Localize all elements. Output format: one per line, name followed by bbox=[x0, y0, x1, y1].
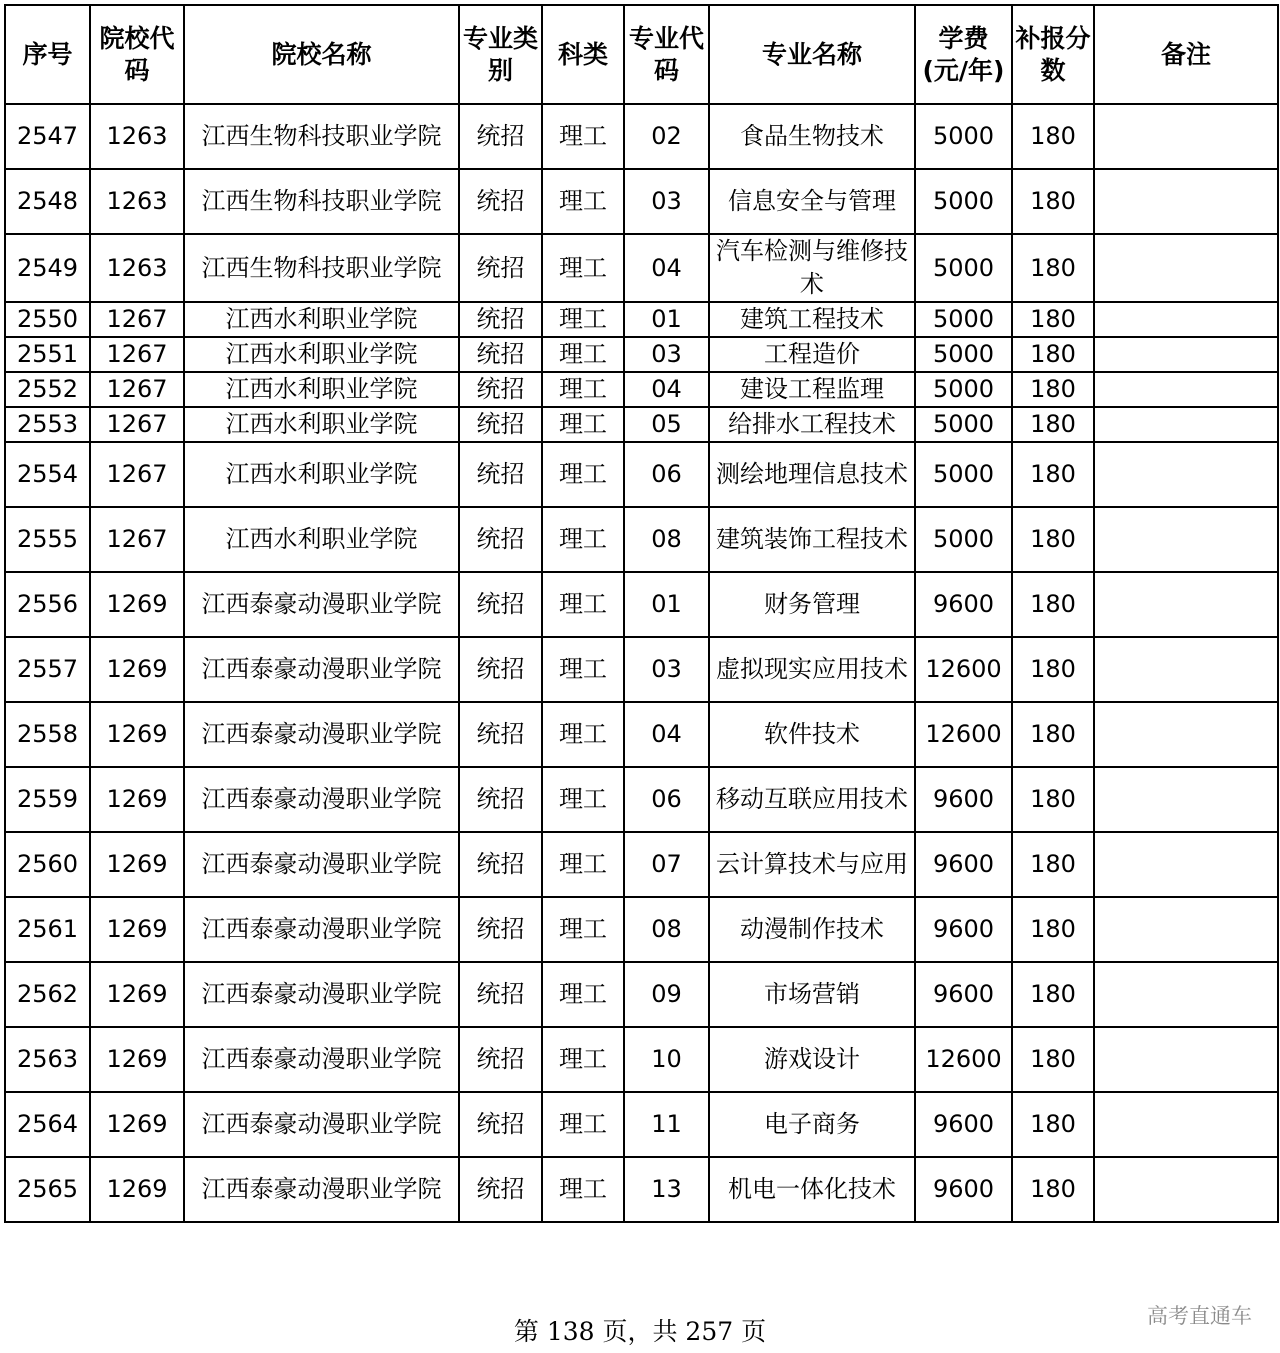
cell-cat: 统招 bbox=[459, 702, 542, 767]
cell-code: 1267 bbox=[90, 407, 184, 442]
cell-subj: 理工 bbox=[542, 234, 624, 302]
table-row bbox=[5, 104, 1278, 169]
cell-mcode: 04 bbox=[624, 234, 709, 302]
cell-cat: 统招 bbox=[459, 302, 542, 337]
table-row bbox=[5, 507, 1278, 572]
cell-fee: 5000 bbox=[915, 169, 1012, 234]
table-row bbox=[5, 1157, 1278, 1222]
cell-subj: 理工 bbox=[542, 637, 624, 702]
cell-fee: 9600 bbox=[915, 832, 1012, 897]
cell-school: 江西泰豪动漫职业学院 bbox=[184, 1027, 459, 1092]
cell-score: 180 bbox=[1012, 572, 1094, 637]
column-header: 补报分数 bbox=[1012, 5, 1094, 104]
cell-note bbox=[1094, 104, 1278, 169]
cell-note bbox=[1094, 702, 1278, 767]
cell-fee: 5000 bbox=[915, 442, 1012, 507]
cell-code: 1269 bbox=[90, 637, 184, 702]
table-row bbox=[5, 572, 1278, 637]
cell-major: 汽车检测与维修技术 bbox=[709, 234, 915, 302]
cell-score: 180 bbox=[1012, 234, 1094, 302]
cell-cat: 统招 bbox=[459, 234, 542, 302]
cell-school: 江西水利职业学院 bbox=[184, 372, 459, 407]
column-header: 院校代码 bbox=[90, 5, 184, 104]
cell-mcode: 01 bbox=[624, 302, 709, 337]
cell-major: 虚拟现实应用技术 bbox=[709, 637, 915, 702]
cell-major: 云计算技术与应用 bbox=[709, 832, 915, 897]
column-header: 科类 bbox=[542, 5, 624, 104]
cell-school: 江西泰豪动漫职业学院 bbox=[184, 572, 459, 637]
cell-major: 软件技术 bbox=[709, 702, 915, 767]
cell-code: 1267 bbox=[90, 337, 184, 372]
cell-score: 180 bbox=[1012, 169, 1094, 234]
cell-fee: 9600 bbox=[915, 962, 1012, 1027]
cell-score: 180 bbox=[1012, 702, 1094, 767]
cell-major: 建设工程监理 bbox=[709, 372, 915, 407]
cell-subj: 理工 bbox=[542, 1157, 624, 1222]
cell-seq: 2565 bbox=[5, 1157, 90, 1222]
cell-fee: 9600 bbox=[915, 767, 1012, 832]
cell-note bbox=[1094, 1092, 1278, 1157]
cell-cat: 统招 bbox=[459, 897, 542, 962]
cell-major: 市场营销 bbox=[709, 962, 915, 1027]
cell-major: 工程造价 bbox=[709, 337, 915, 372]
cell-mcode: 13 bbox=[624, 1157, 709, 1222]
cell-mcode: 09 bbox=[624, 962, 709, 1027]
cell-code: 1269 bbox=[90, 702, 184, 767]
cell-score: 180 bbox=[1012, 1092, 1094, 1157]
cell-note bbox=[1094, 234, 1278, 302]
table-row bbox=[5, 169, 1278, 234]
table-row bbox=[5, 832, 1278, 897]
cell-note bbox=[1094, 1157, 1278, 1222]
cell-school: 江西泰豪动漫职业学院 bbox=[184, 962, 459, 1027]
cell-score: 180 bbox=[1012, 442, 1094, 507]
table-row bbox=[5, 962, 1278, 1027]
table-row bbox=[5, 302, 1278, 337]
cell-code: 1269 bbox=[90, 572, 184, 637]
cell-seq: 2560 bbox=[5, 832, 90, 897]
cell-mcode: 03 bbox=[624, 169, 709, 234]
cell-mcode: 02 bbox=[624, 104, 709, 169]
cell-school: 江西水利职业学院 bbox=[184, 337, 459, 372]
cell-fee: 5000 bbox=[915, 104, 1012, 169]
cell-fee: 9600 bbox=[915, 897, 1012, 962]
cell-seq: 2550 bbox=[5, 302, 90, 337]
column-header: 序号 bbox=[5, 5, 90, 104]
cell-fee: 5000 bbox=[915, 507, 1012, 572]
cell-cat: 统招 bbox=[459, 832, 542, 897]
table-row bbox=[5, 442, 1278, 507]
cell-code: 1267 bbox=[90, 442, 184, 507]
cell-subj: 理工 bbox=[542, 169, 624, 234]
column-header: 专业类别 bbox=[459, 5, 542, 104]
cell-subj: 理工 bbox=[542, 832, 624, 897]
cell-cat: 统招 bbox=[459, 407, 542, 442]
cell-note bbox=[1094, 1027, 1278, 1092]
cell-score: 180 bbox=[1012, 302, 1094, 337]
cell-subj: 理工 bbox=[542, 767, 624, 832]
column-header: 学费(元/年) bbox=[915, 5, 1012, 104]
column-header: 院校名称 bbox=[184, 5, 459, 104]
cell-mcode: 05 bbox=[624, 407, 709, 442]
cell-score: 180 bbox=[1012, 897, 1094, 962]
cell-note bbox=[1094, 962, 1278, 1027]
cell-major: 信息安全与管理 bbox=[709, 169, 915, 234]
cell-mcode: 10 bbox=[624, 1027, 709, 1092]
cell-seq: 2562 bbox=[5, 962, 90, 1027]
cell-score: 180 bbox=[1012, 507, 1094, 572]
cell-seq: 2557 bbox=[5, 637, 90, 702]
page-footer: 第 138 页，共 257 页 bbox=[513, 1317, 767, 1346]
cell-code: 1267 bbox=[90, 302, 184, 337]
cell-subj: 理工 bbox=[542, 1027, 624, 1092]
cell-note bbox=[1094, 407, 1278, 442]
cell-mcode: 03 bbox=[624, 337, 709, 372]
cell-school: 江西泰豪动漫职业学院 bbox=[184, 637, 459, 702]
table-row bbox=[5, 637, 1278, 702]
cell-score: 180 bbox=[1012, 962, 1094, 1027]
cell-major: 建筑装饰工程技术 bbox=[709, 507, 915, 572]
cell-cat: 统招 bbox=[459, 637, 542, 702]
cell-note bbox=[1094, 572, 1278, 637]
cell-fee: 5000 bbox=[915, 234, 1012, 302]
cell-school: 江西水利职业学院 bbox=[184, 407, 459, 442]
cell-mcode: 11 bbox=[624, 1092, 709, 1157]
column-header: 备注 bbox=[1094, 5, 1278, 104]
cell-subj: 理工 bbox=[542, 1092, 624, 1157]
cell-code: 1269 bbox=[90, 962, 184, 1027]
cell-cat: 统招 bbox=[459, 962, 542, 1027]
cell-cat: 统招 bbox=[459, 1157, 542, 1222]
cell-fee: 5000 bbox=[915, 372, 1012, 407]
cell-seq: 2563 bbox=[5, 1027, 90, 1092]
cell-score: 180 bbox=[1012, 407, 1094, 442]
cell-score: 180 bbox=[1012, 104, 1094, 169]
cell-score: 180 bbox=[1012, 337, 1094, 372]
cell-fee: 5000 bbox=[915, 337, 1012, 372]
table-row bbox=[5, 337, 1278, 372]
cell-fee: 9600 bbox=[915, 572, 1012, 637]
cell-major: 测绘地理信息技术 bbox=[709, 442, 915, 507]
cell-code: 1263 bbox=[90, 169, 184, 234]
table-row bbox=[5, 1027, 1278, 1092]
cell-subj: 理工 bbox=[542, 702, 624, 767]
cell-major: 动漫制作技术 bbox=[709, 897, 915, 962]
cell-mcode: 03 bbox=[624, 637, 709, 702]
cell-seq: 2549 bbox=[5, 234, 90, 302]
cell-major: 给排水工程技术 bbox=[709, 407, 915, 442]
cell-code: 1269 bbox=[90, 1027, 184, 1092]
watermark: 高考直通车 bbox=[1147, 1304, 1252, 1328]
cell-cat: 统招 bbox=[459, 442, 542, 507]
cell-school: 江西泰豪动漫职业学院 bbox=[184, 702, 459, 767]
cell-school: 江西水利职业学院 bbox=[184, 442, 459, 507]
cell-cat: 统招 bbox=[459, 1092, 542, 1157]
cell-school: 江西泰豪动漫职业学院 bbox=[184, 897, 459, 962]
cell-mcode: 01 bbox=[624, 572, 709, 637]
cell-subj: 理工 bbox=[542, 104, 624, 169]
cell-seq: 2564 bbox=[5, 1092, 90, 1157]
cell-school: 江西泰豪动漫职业学院 bbox=[184, 832, 459, 897]
cell-note bbox=[1094, 507, 1278, 572]
cell-fee: 12600 bbox=[915, 702, 1012, 767]
cell-mcode: 07 bbox=[624, 832, 709, 897]
cell-note bbox=[1094, 897, 1278, 962]
cell-mcode: 08 bbox=[624, 897, 709, 962]
cell-score: 180 bbox=[1012, 767, 1094, 832]
cell-code: 1267 bbox=[90, 507, 184, 572]
cell-school: 江西泰豪动漫职业学院 bbox=[184, 767, 459, 832]
cell-school: 江西生物科技职业学院 bbox=[184, 234, 459, 302]
cell-subj: 理工 bbox=[542, 572, 624, 637]
cell-seq: 2551 bbox=[5, 337, 90, 372]
cell-note bbox=[1094, 832, 1278, 897]
cell-fee: 9600 bbox=[915, 1092, 1012, 1157]
cell-cat: 统招 bbox=[459, 337, 542, 372]
cell-cat: 统招 bbox=[459, 1027, 542, 1092]
cell-code: 1263 bbox=[90, 234, 184, 302]
cell-cat: 统招 bbox=[459, 572, 542, 637]
cell-note bbox=[1094, 442, 1278, 507]
cell-major: 移动互联应用技术 bbox=[709, 767, 915, 832]
cell-mcode: 06 bbox=[624, 442, 709, 507]
cell-major: 建筑工程技术 bbox=[709, 302, 915, 337]
cell-seq: 2558 bbox=[5, 702, 90, 767]
cell-note bbox=[1094, 169, 1278, 234]
cell-cat: 统招 bbox=[459, 507, 542, 572]
cell-subj: 理工 bbox=[542, 302, 624, 337]
cell-code: 1269 bbox=[90, 1157, 184, 1222]
cell-cat: 统招 bbox=[459, 372, 542, 407]
cell-fee: 5000 bbox=[915, 302, 1012, 337]
table-row bbox=[5, 702, 1278, 767]
cell-school: 江西生物科技职业学院 bbox=[184, 169, 459, 234]
cell-cat: 统招 bbox=[459, 104, 542, 169]
cell-subj: 理工 bbox=[542, 442, 624, 507]
cell-seq: 2554 bbox=[5, 442, 90, 507]
cell-seq: 2559 bbox=[5, 767, 90, 832]
cell-fee: 12600 bbox=[915, 637, 1012, 702]
cell-subj: 理工 bbox=[542, 897, 624, 962]
cell-school: 江西生物科技职业学院 bbox=[184, 104, 459, 169]
cell-note bbox=[1094, 337, 1278, 372]
cell-subj: 理工 bbox=[542, 962, 624, 1027]
cell-major: 游戏设计 bbox=[709, 1027, 915, 1092]
cell-mcode: 04 bbox=[624, 702, 709, 767]
cell-seq: 2561 bbox=[5, 897, 90, 962]
table-row bbox=[5, 1092, 1278, 1157]
cell-score: 180 bbox=[1012, 637, 1094, 702]
cell-school: 江西泰豪动漫职业学院 bbox=[184, 1157, 459, 1222]
cell-note bbox=[1094, 302, 1278, 337]
cell-school: 江西泰豪动漫职业学院 bbox=[184, 1092, 459, 1157]
cell-subj: 理工 bbox=[542, 337, 624, 372]
cell-mcode: 08 bbox=[624, 507, 709, 572]
cell-code: 1269 bbox=[90, 832, 184, 897]
cell-major: 食品生物技术 bbox=[709, 104, 915, 169]
table-row bbox=[5, 407, 1278, 442]
cell-note bbox=[1094, 372, 1278, 407]
column-header: 专业代码 bbox=[624, 5, 709, 104]
cell-score: 180 bbox=[1012, 1027, 1094, 1092]
cell-school: 江西水利职业学院 bbox=[184, 507, 459, 572]
cell-fee: 9600 bbox=[915, 1157, 1012, 1222]
cell-major: 机电一体化技术 bbox=[709, 1157, 915, 1222]
table-header-row bbox=[5, 5, 1278, 104]
table-body bbox=[5, 104, 1278, 1222]
cell-score: 180 bbox=[1012, 832, 1094, 897]
table-row bbox=[5, 372, 1278, 407]
cell-code: 1263 bbox=[90, 104, 184, 169]
cell-code: 1269 bbox=[90, 767, 184, 832]
cell-cat: 统招 bbox=[459, 767, 542, 832]
cell-major: 财务管理 bbox=[709, 572, 915, 637]
cell-cat: 统招 bbox=[459, 169, 542, 234]
cell-seq: 2553 bbox=[5, 407, 90, 442]
cell-subj: 理工 bbox=[542, 372, 624, 407]
cell-subj: 理工 bbox=[542, 407, 624, 442]
cell-fee: 5000 bbox=[915, 407, 1012, 442]
table-row bbox=[5, 767, 1278, 832]
cell-note bbox=[1094, 637, 1278, 702]
cell-major: 电子商务 bbox=[709, 1092, 915, 1157]
cell-code: 1269 bbox=[90, 897, 184, 962]
cell-code: 1267 bbox=[90, 372, 184, 407]
cell-seq: 2552 bbox=[5, 372, 90, 407]
cell-note bbox=[1094, 767, 1278, 832]
cell-seq: 2555 bbox=[5, 507, 90, 572]
table-row bbox=[5, 897, 1278, 962]
cell-seq: 2548 bbox=[5, 169, 90, 234]
cell-mcode: 04 bbox=[624, 372, 709, 407]
cell-mcode: 06 bbox=[624, 767, 709, 832]
cell-fee: 12600 bbox=[915, 1027, 1012, 1092]
cell-seq: 2556 bbox=[5, 572, 90, 637]
cell-score: 180 bbox=[1012, 372, 1094, 407]
cell-code: 1269 bbox=[90, 1092, 184, 1157]
admission-table bbox=[4, 4, 1279, 1223]
cell-school: 江西水利职业学院 bbox=[184, 302, 459, 337]
cell-score: 180 bbox=[1012, 1157, 1094, 1222]
table-row bbox=[5, 234, 1278, 302]
column-header: 专业名称 bbox=[709, 5, 915, 104]
cell-subj: 理工 bbox=[542, 507, 624, 572]
cell-seq: 2547 bbox=[5, 104, 90, 169]
